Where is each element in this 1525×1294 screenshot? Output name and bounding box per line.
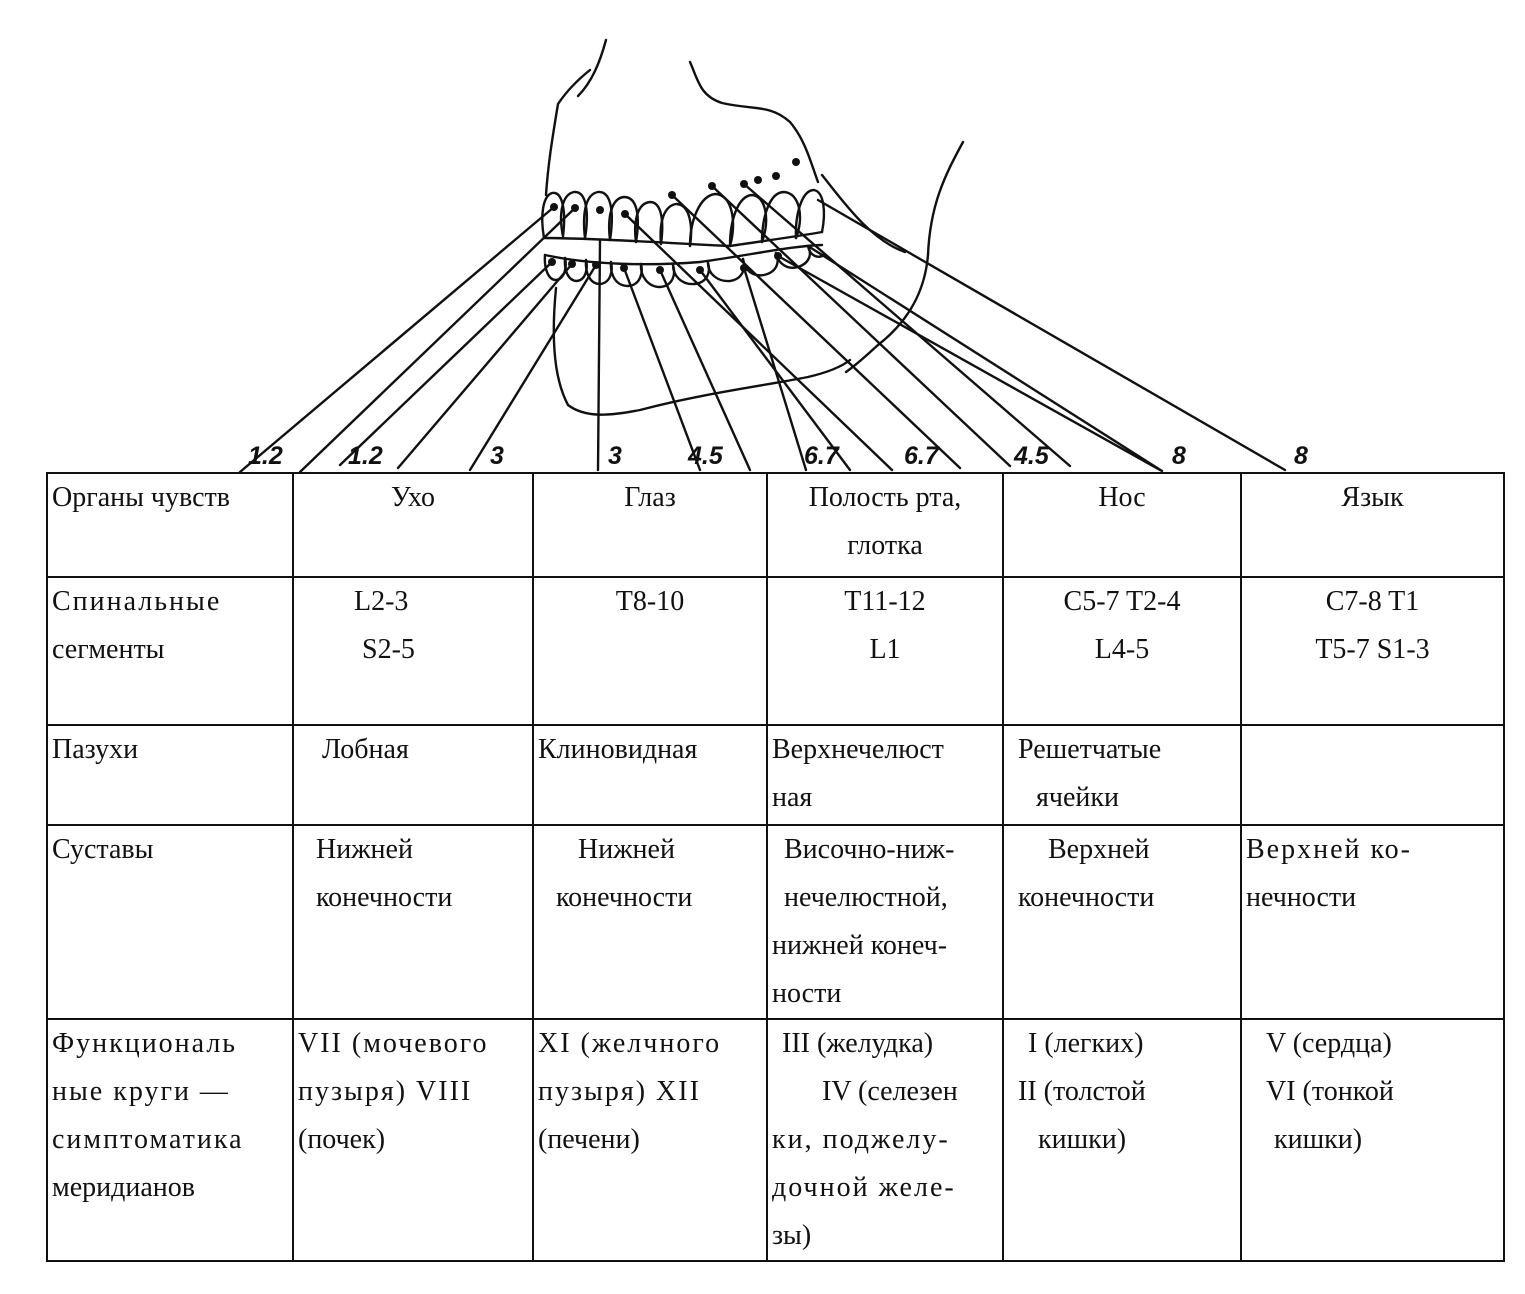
cell-text: XI (желчного bbox=[538, 1028, 722, 1059]
cell-text: конечности bbox=[316, 882, 453, 913]
header-ear bbox=[293, 473, 533, 577]
tooth-label-4: 3 bbox=[608, 442, 622, 470]
header-label-cell bbox=[47, 473, 293, 577]
joints-ear bbox=[293, 825, 533, 1019]
row-label: Органы чувств bbox=[52, 482, 230, 513]
tooth-label-1: 1.2 bbox=[248, 442, 283, 470]
cell-text: Лобная bbox=[322, 734, 409, 765]
tooth-label-6: 6.7 bbox=[804, 442, 839, 470]
cell-text: кишки) bbox=[1038, 1124, 1127, 1155]
face-contour-right bbox=[822, 175, 905, 252]
cell-text: T11-12 bbox=[844, 586, 926, 617]
meridians-row bbox=[47, 1019, 1504, 1261]
cell-text: T5-7 S1-3 bbox=[1315, 634, 1430, 665]
joints-nose bbox=[1003, 825, 1241, 1019]
meridians-eye bbox=[533, 1019, 767, 1261]
tooth-label-3: 3 bbox=[490, 442, 504, 470]
eye-header: Глаз bbox=[624, 482, 676, 513]
cell-text: дочной желе- bbox=[772, 1172, 956, 1203]
joints-mouth bbox=[767, 825, 1003, 1019]
joints-tongue bbox=[1241, 825, 1504, 1019]
tooth-label-9: 8 bbox=[1172, 442, 1186, 470]
row-label: ные круги — bbox=[52, 1076, 230, 1107]
tooth-label-7: 6.7 bbox=[904, 442, 939, 470]
cell-text: нечности bbox=[1246, 882, 1357, 913]
tooth-label-10: 8 bbox=[1294, 442, 1308, 470]
row-label-line2: сегменты bbox=[52, 634, 165, 665]
nose-header: Нос bbox=[1098, 482, 1146, 513]
joints-row bbox=[47, 825, 1504, 1019]
cell-text: Верхнечелюст bbox=[772, 734, 944, 765]
cell-text: Клиновидная bbox=[538, 734, 698, 765]
sinuses-row bbox=[47, 725, 1504, 825]
cell-text: IV (селезен bbox=[822, 1076, 958, 1107]
cell-text: V (сердца) bbox=[1266, 1028, 1392, 1059]
meridians-mouth bbox=[767, 1019, 1003, 1261]
cell-text: L2-3 bbox=[354, 586, 409, 617]
cell-text: Верхней ко- bbox=[1246, 834, 1413, 865]
cell-text: кишки) bbox=[1274, 1124, 1363, 1155]
cell-text: VII (мочевого bbox=[298, 1028, 489, 1059]
meridians-ear bbox=[293, 1019, 533, 1261]
ear-header: Ухо bbox=[391, 482, 435, 513]
cell-text: нечелюстной, bbox=[784, 882, 948, 913]
cell-text: нижней конеч- bbox=[772, 930, 948, 961]
teeth-diagram bbox=[0, 0, 1525, 480]
cell-text: (печени) bbox=[538, 1124, 640, 1155]
header-mouth bbox=[767, 473, 1003, 577]
cell-text: Решетчатые bbox=[1018, 734, 1162, 765]
cell-text: Височно-ниж- bbox=[784, 834, 955, 865]
cell-text: L4-5 bbox=[1094, 634, 1150, 665]
skull-outline-left bbox=[578, 40, 606, 96]
row-label: Функциональ bbox=[52, 1028, 238, 1059]
cell-text: C5-7 T2-4 bbox=[1063, 586, 1181, 617]
meridians-tongue bbox=[1241, 1019, 1504, 1261]
spinal-tongue bbox=[1241, 577, 1504, 725]
sinuses-tongue bbox=[1241, 725, 1504, 825]
sense-organs-table bbox=[46, 472, 1505, 1262]
cell-text: Нижней bbox=[316, 834, 413, 865]
header-tongue bbox=[1241, 473, 1504, 577]
cell-text: VI (тонкой bbox=[1266, 1076, 1394, 1107]
cell-text: ности bbox=[772, 978, 842, 1009]
cell-text: конечности bbox=[556, 882, 693, 913]
mouth-header-line2: глотка bbox=[847, 530, 923, 561]
row-label: меридианов bbox=[52, 1172, 195, 1203]
joints-eye bbox=[533, 825, 767, 1019]
cell-text: I (легких) bbox=[1028, 1028, 1144, 1059]
header-nose bbox=[1003, 473, 1241, 577]
meridians-label-cell bbox=[47, 1019, 293, 1261]
tongue-header: Язык bbox=[1341, 482, 1404, 513]
header-row bbox=[47, 473, 1504, 577]
row-label: Спинальные bbox=[52, 586, 222, 617]
meridians-nose bbox=[1003, 1019, 1241, 1261]
spinal-mouth bbox=[767, 577, 1003, 725]
cell-text: зы) bbox=[772, 1220, 812, 1251]
cell-text: ячейки bbox=[1036, 782, 1119, 813]
sinuses-mouth bbox=[767, 725, 1003, 825]
spinal-label-cell bbox=[47, 577, 293, 725]
cell-text: S2-5 bbox=[362, 634, 415, 665]
cell-text: C7-8 T1 bbox=[1325, 586, 1420, 617]
cell-text: Нижней bbox=[578, 834, 675, 865]
cell-text: II (толстой bbox=[1018, 1076, 1146, 1107]
sinuses-eye bbox=[533, 725, 767, 825]
tooth-label-8: 4.5 bbox=[1014, 442, 1049, 470]
header-eye bbox=[533, 473, 767, 577]
sinuses-label-cell bbox=[47, 725, 293, 825]
cell-text: конечности bbox=[1018, 882, 1155, 913]
spinal-row bbox=[47, 577, 1504, 725]
cell-text: пузыря) XII bbox=[538, 1076, 701, 1107]
tooth-label-2: 1.2 bbox=[348, 442, 383, 470]
cell-text: T8-10 bbox=[615, 586, 685, 617]
tooth-label-5: 4.5 bbox=[688, 442, 723, 470]
cell-text: (почек) bbox=[298, 1124, 386, 1155]
row-label: симптоматика bbox=[52, 1124, 244, 1155]
cell-text: пузыря) VIII bbox=[298, 1076, 473, 1107]
row-label: Суставы bbox=[52, 834, 154, 865]
cell-text: ная bbox=[772, 782, 813, 813]
spinal-eye bbox=[533, 577, 767, 725]
cell-text: III (желудка) bbox=[782, 1028, 934, 1059]
spinal-ear bbox=[293, 577, 533, 725]
cell-text: Верхней bbox=[1048, 834, 1150, 865]
mandible-ramus bbox=[846, 142, 963, 372]
cell-text: ки, поджелу- bbox=[772, 1124, 950, 1155]
sinuses-ear bbox=[293, 725, 533, 825]
sinuses-nose bbox=[1003, 725, 1241, 825]
spinal-nose bbox=[1003, 577, 1241, 725]
cell-text: L1 bbox=[869, 634, 901, 665]
joints-label-cell bbox=[47, 825, 293, 1019]
mouth-header: Полость рта, bbox=[808, 482, 962, 513]
row-label: Пазухи bbox=[52, 734, 139, 765]
